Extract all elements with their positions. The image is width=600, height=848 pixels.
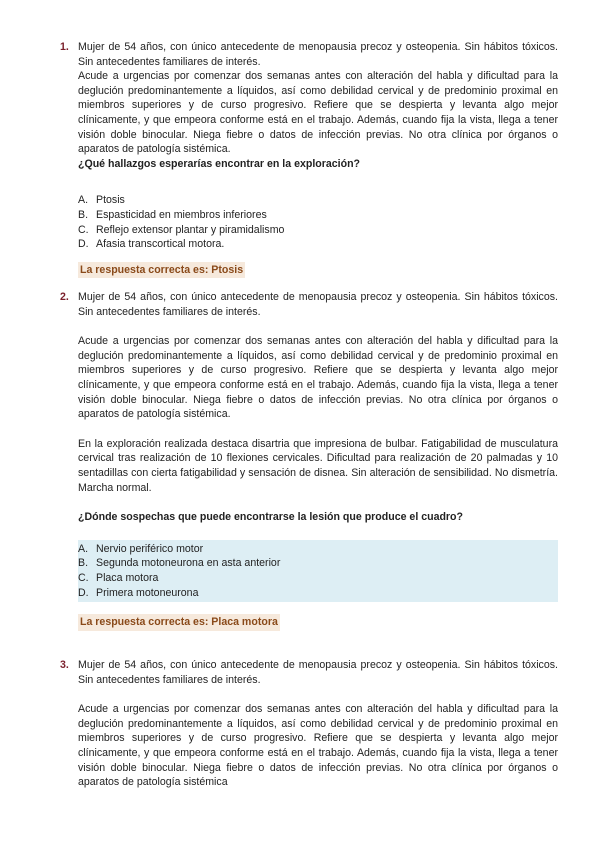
option-d[interactable]: D. Primera motoneurona xyxy=(78,586,199,599)
options-list xyxy=(78,540,558,602)
question-history: Acude a urgencias por comenzar dos semanas antes con alteración del habla y dificultad para la deglución predominantemente a líquidos, así como debilidad cervical y de predominio proximal en miembros superiores y de curso progresivo. Refiere que se despierta y levanta algo mejor clínicamente, y que empeora conforme está en el trabajo. Además, cuando fija la vista, llega a tener visión doble binocular. Niega fiebre o datos de infección previas. No otra clínica por órganos o aparatos de patología sistémica xyxy=(78,703,558,789)
correct-answer: La respuesta correcta es: Ptosis xyxy=(78,262,245,279)
question-number: 2. xyxy=(60,291,69,303)
question-prompt: ¿Qué hallazgos esperarías encontrar en la exploración? xyxy=(78,157,361,170)
option-a[interactable]: A. Ptosis xyxy=(78,194,125,207)
question-number: 3. xyxy=(60,659,69,671)
option-a[interactable]: A. Nervio periférico motor xyxy=(78,542,204,555)
question-intro: Mujer de 54 años, con único antecedente de menopausia precoz y osteopenia. Sin hábitos tóxicos. Sin antecedentes familiares de interés. xyxy=(78,41,558,68)
question-history: Acude a urgencias por comenzar dos semanas antes con alteración del habla y dificultad para la deglución predominantemente a líquidos, así como debilidad cervical y de predominio proximal en miembros superiores y de curso progresivo. Refiere que se despierta y levanta algo mejor clínicamente, y que empeora conforme está en el trabajo. Además, cuando fija la vista, llega a tener visión doble binocular. Niega fiebre o datos de infección previas. No otra clínica por órganos o aparatos de patología sistémica. xyxy=(78,70,558,156)
option-c[interactable]: C. Reflejo extensor plantar y piramidalismo xyxy=(78,223,285,236)
question-2 xyxy=(60,290,558,631)
option-c[interactable]: C. Placa motora xyxy=(78,571,159,584)
option-b[interactable]: B. Segunda motoneurona en asta anterior xyxy=(78,557,281,570)
question-intro: Mujer de 54 años, con único antecedente de menopausia precoz y osteopenia. Sin hábitos tóxicos. Sin antecedentes familiares de interés. xyxy=(78,659,558,686)
question-exploration: En la exploración realizada destaca disartria que impresiona de bulbar. Fatigabilidad de musculatura cervical tras realización de 10 flexiones cervicales. Dificultad para realización de 20 palmadas y 10 sentadillas con cierta fatigabilidad y sensación de disnea. Sin alteración de sensibilidad. No dismetría. Marcha normal. xyxy=(78,437,558,494)
question-1 xyxy=(60,40,558,278)
question-3 xyxy=(60,658,558,790)
options-list xyxy=(78,193,558,251)
correct-answer: La respuesta correcta es: Placa motora xyxy=(78,614,280,631)
option-d[interactable]: D. Afasia transcortical motora. xyxy=(78,238,225,251)
question-intro: Mujer de 54 años, con único antecedente de menopausia precoz y osteopenia. Sin hábitos tóxicos. Sin antecedentes familiares de interés. xyxy=(78,291,558,318)
question-number: 1. xyxy=(60,41,69,53)
option-b[interactable]: B. Espasticidad en miembros inferiores xyxy=(78,208,267,221)
question-history: Acude a urgencias por comenzar dos semanas antes con alteración del habla y dificultad para la deglución predominantemente a líquidos, así como debilidad cervical y de predominio proximal en miembros superiores y de curso progresivo. Refiere que se despierta y levanta algo mejor clínicamente, y que empeora conforme está en el trabajo. Además, cuando fija la vista, llega a tener visión doble binocular. Niega fiebre o datos de infección previas. No otra clínica por órganos o aparatos de patología sistémica. xyxy=(78,335,558,421)
question-prompt: ¿Dónde sospechas que puede encontrarse la lesión que produce el cuadro? xyxy=(78,511,463,524)
